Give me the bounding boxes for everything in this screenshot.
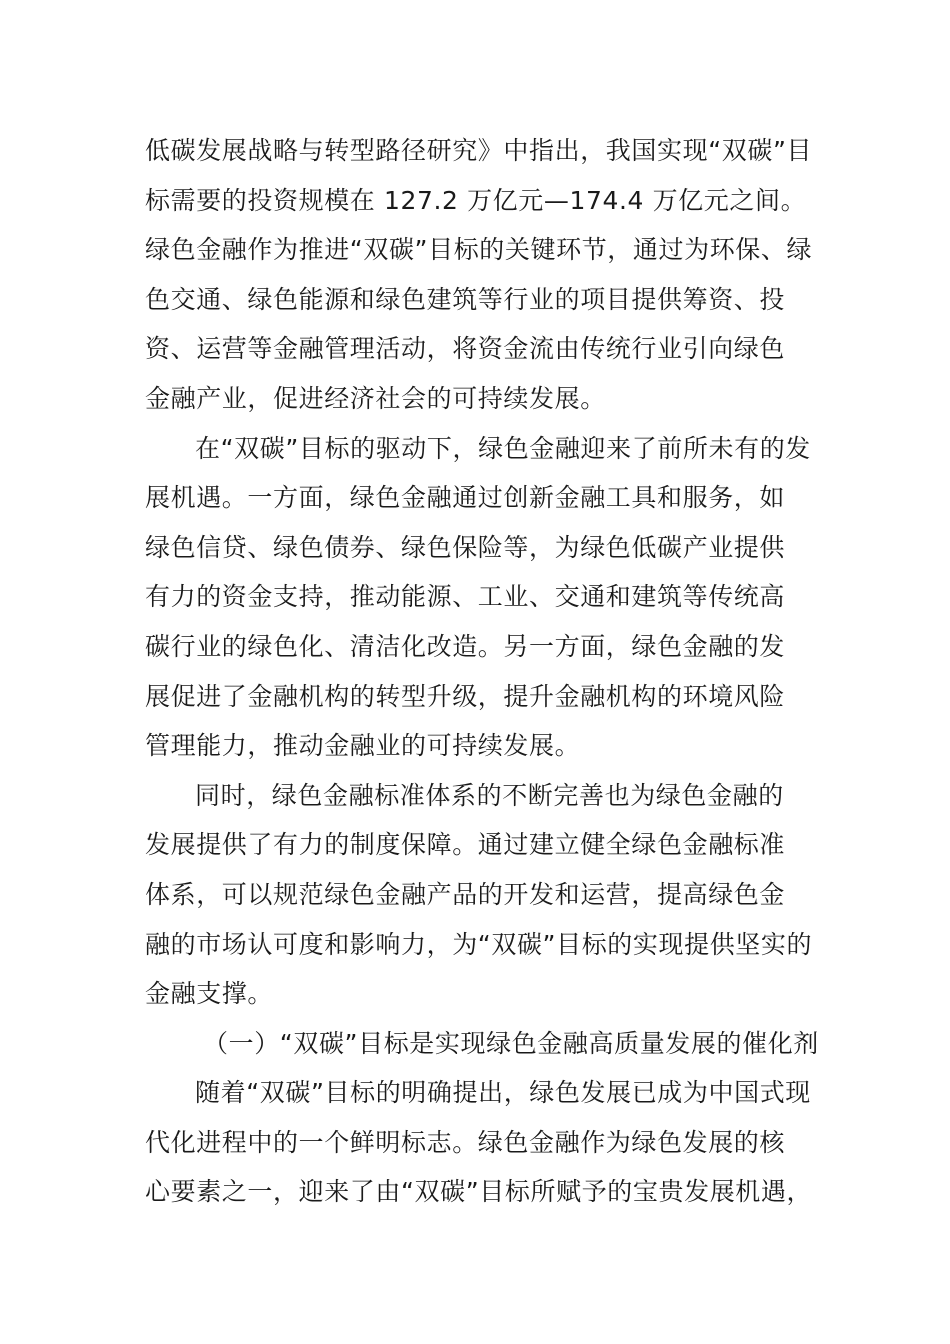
text-line: 心要素之一，迎来了由“双碳”目标所赋予的宝贵发展机遇， [145,1177,813,1207]
text-line: 在“双碳”目标的驱动下，绿色金融迎来了前所未有的发 [195,433,811,463]
document-body [145,126,819,1217]
text-line: 体系，可以规范绿色金融产品的开发和运营，提高绿色金 [145,879,786,909]
text-line: 绿色信贷、绿色债券、绿色保险等，为绿色低碳产业提供 [145,532,786,562]
text-line: 绿色金融作为推进“双碳”目标的关键环节，通过为环保、绿 [145,235,813,265]
text-line: 融的市场认可度和影响力，为“双碳”目标的实现提供坚实的 [145,929,813,959]
paragraph-2 [145,424,811,771]
text-line: 色交通、绿色能源和绿色建筑等行业的项目提供筹资、投 [145,284,786,314]
section-heading-text: （一）“双碳”目标是实现绿色金融高质量发展的催化剂 [203,1028,819,1058]
paragraph-4 [145,1068,813,1217]
text-line: 代化进程中的一个鲜明标志。绿色金融作为绿色发展的核 [145,1127,786,1157]
text-line: 展机遇。一方面，绿色金融通过创新金融工具和服务，如 [145,483,786,513]
text-line: 发展提供了有力的制度保障。通过建立健全绿色金融标准 [145,830,786,860]
section-heading [145,1019,819,1069]
text-line: 随着“双碳”目标的明确提出，绿色发展已成为中国式现 [195,1078,811,1108]
text-line: 标需要的投资规模在 127.2 万亿元—174.4 万亿元之间。 [145,185,807,215]
paragraph-3 [145,771,813,1019]
text-line: 管理能力，推动金融业的可持续发展。 [145,731,581,761]
text-line: 有力的资金支持，推动能源、工业、交通和建筑等传统高 [145,582,786,612]
text-line: 展促进了金融机构的转型升级，提升金融机构的环境风险 [145,681,786,711]
text-line: 同时，绿色金融标准体系的不断完善也为绿色金融的 [195,780,784,810]
text-line: 低碳发展战略与转型路径研究》中指出，我国实现“双碳”目 [145,136,813,165]
text-line: 碳行业的绿色化、清洁化改造。另一方面，绿色金融的发 [145,631,786,661]
text-line: 资、运营等金融管理活动，将资金流由传统行业引向绿色 [145,334,786,364]
text-line: 金融支撑。 [145,979,274,1009]
text-line: 金融产业，促进经济社会的可持续发展。 [145,383,606,413]
paragraph-1 [145,126,813,424]
